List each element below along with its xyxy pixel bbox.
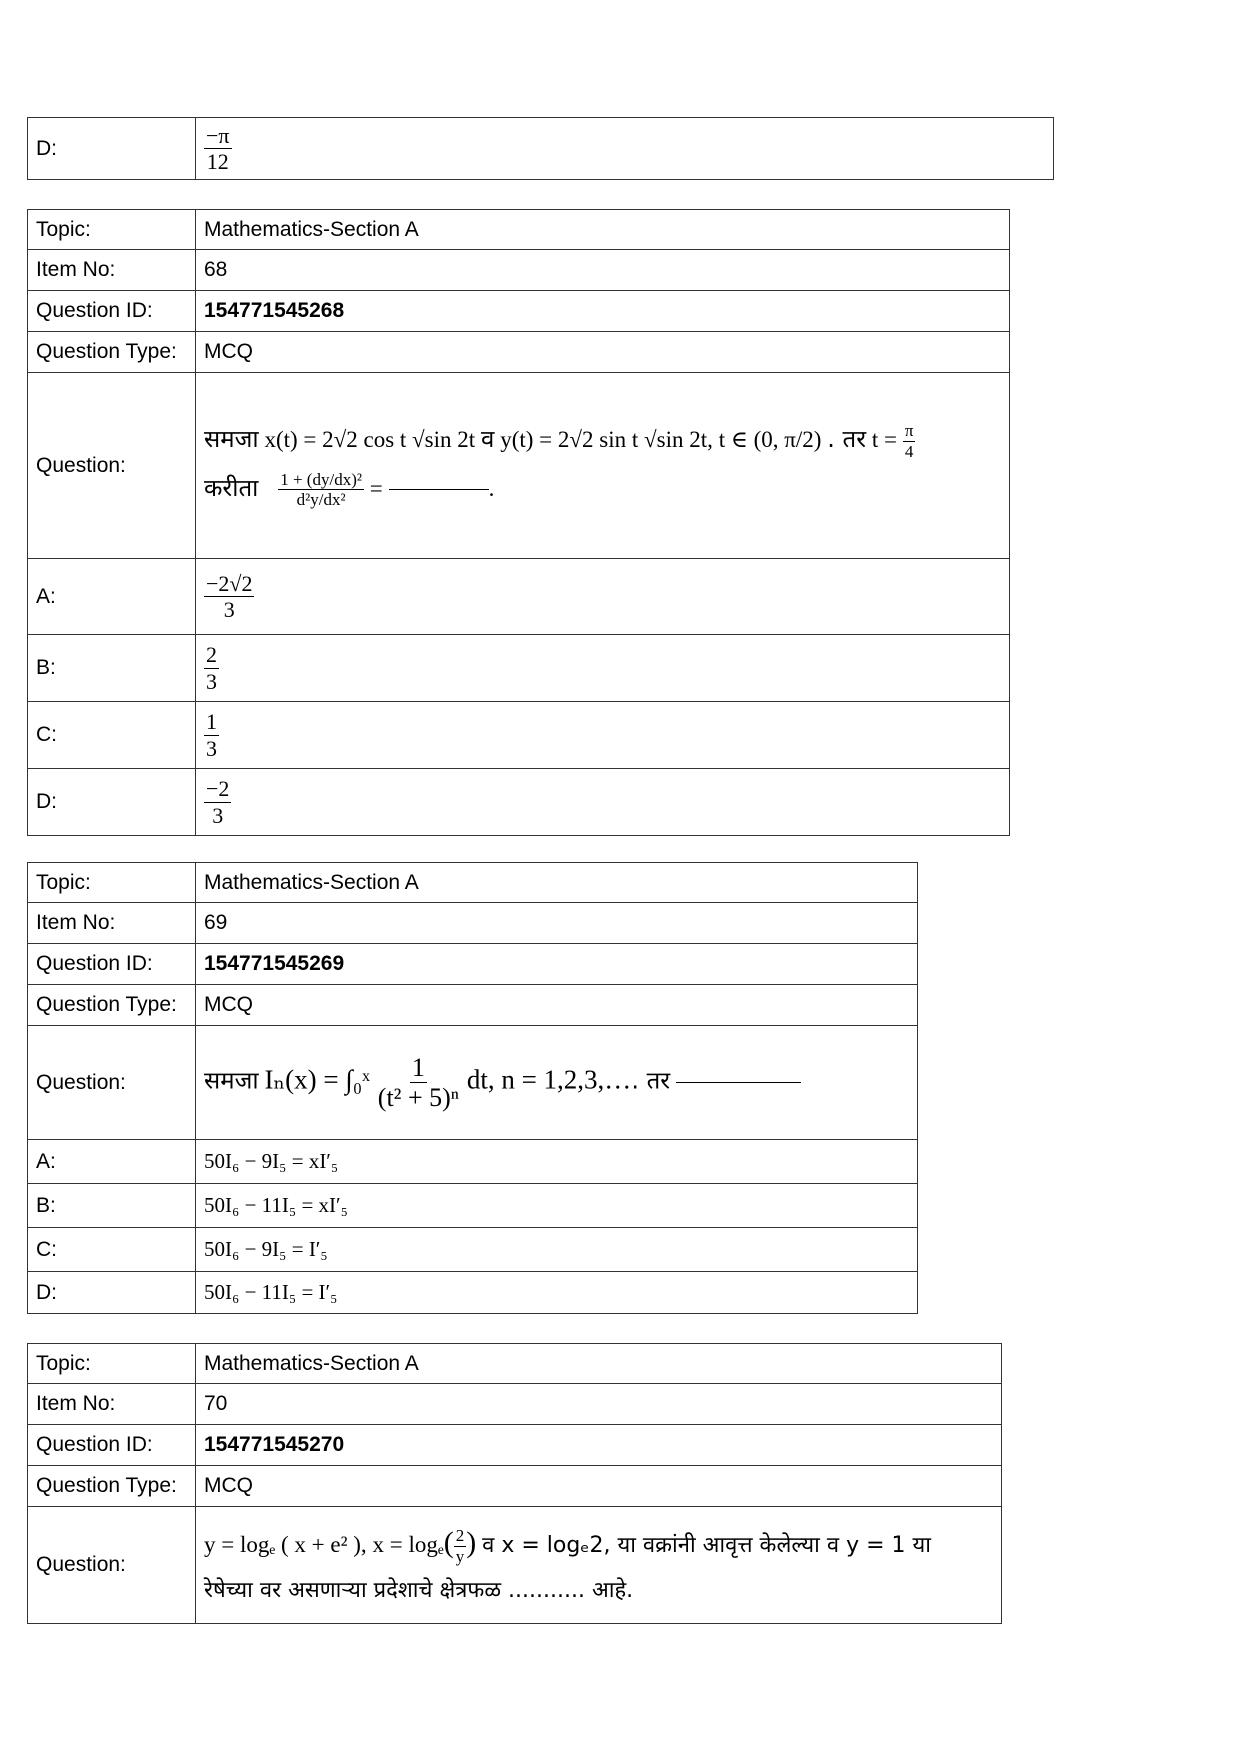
question-line-one-rest: व x = logₑ2, या वक्रांनी आवृत्त केलेल्या व y = 1 या <box>482 1533 931 1559</box>
item-no-row <box>28 903 918 944</box>
word-tar: . तर <box>631 1066 671 1095</box>
question-row <box>28 373 1010 559</box>
fraction-numerator: 1 <box>206 709 217 735</box>
question-type-value: MCQ <box>196 985 918 1026</box>
question-id-row <box>28 291 1010 332</box>
fraction-numerator: π <box>904 420 914 440</box>
fraction-denominator: 3 <box>206 668 217 694</box>
option-d-value: 50I₆ − 11I₅ = I′₅ <box>196 1272 918 1314</box>
option-a-label: A: <box>28 1140 196 1184</box>
question-label: Question: <box>28 1507 196 1624</box>
option-c-value <box>196 702 1010 769</box>
option-d-label: D: <box>28 769 196 836</box>
fraction-numerator: 2 <box>455 1526 465 1546</box>
fraction-denominator: y <box>455 1547 465 1567</box>
y-definition: y(t) = 2√2 sin t √sin 2t, <box>500 426 713 452</box>
question-id-label: Question ID: <box>28 1425 196 1466</box>
period: . <box>488 475 495 501</box>
question-type-row <box>28 332 1010 373</box>
topic-label: Topic: <box>28 863 196 903</box>
option-b-value <box>196 635 1010 702</box>
item-no-label: Item No: <box>28 903 196 944</box>
option-c-label: C: <box>28 1228 196 1272</box>
option-b-row <box>28 635 1010 702</box>
question-type-label: Question Type: <box>28 1466 196 1507</box>
fraction-denominator: 3 <box>206 735 217 761</box>
option-b-label: B: <box>28 1184 196 1228</box>
topic-value: Mathematics-Section A <box>196 210 1010 250</box>
option-d-fraction <box>204 124 232 173</box>
fraction-denominator: (t² + 5)ⁿ <box>377 1083 459 1112</box>
question-type-row <box>28 1466 1002 1507</box>
option-d-row <box>28 118 1054 180</box>
topic-row <box>28 863 918 903</box>
word-tar: . तर <box>827 424 867 453</box>
word-karita: करीता <box>204 473 259 502</box>
item-no-row <box>28 1384 1002 1425</box>
answer-blank <box>676 1082 801 1083</box>
option-c-value: 50I₆ − 9I₅ = I′₅ <box>196 1228 918 1272</box>
question-id-row <box>28 1425 1002 1466</box>
item-no-value: 69 <box>196 903 918 944</box>
question-type-label: Question Type: <box>28 332 196 373</box>
option-b-label: B: <box>28 635 196 702</box>
option-b-value: 50I₆ − 11I₅ = xI′₅ <box>196 1184 918 1228</box>
fraction-numerator: −π <box>206 122 230 148</box>
question-table-70 <box>27 1343 1002 1624</box>
question-row <box>28 1507 1002 1624</box>
t-range: t ∈ (0, π/2) <box>718 426 822 452</box>
left-paren: ( <box>443 1526 454 1560</box>
equals-sign: = <box>369 475 383 501</box>
x-definition: x(t) = 2√2 cos t √sin 2t <box>264 426 476 452</box>
question-body <box>196 373 1010 559</box>
option-a-label: A: <box>28 559 196 635</box>
word-samaja: समजा <box>204 424 259 453</box>
option-d-value <box>196 769 1010 836</box>
expression-denominator: d²y/dx² <box>296 490 346 510</box>
question-type-value: MCQ <box>196 1466 1002 1507</box>
question-id-value: 154771545269 <box>196 944 918 985</box>
question-id-label: Question ID: <box>28 291 196 332</box>
answer-blank <box>389 489 489 490</box>
question-id-label: Question ID: <box>28 944 196 985</box>
question-id-value: 154771545268 <box>196 291 1010 332</box>
option-d-value <box>196 118 1054 180</box>
question-type-row <box>28 985 918 1026</box>
option-a-fraction <box>204 572 254 621</box>
question-id-row <box>28 944 918 985</box>
option-a-row <box>28 1140 918 1184</box>
item-no-value: 68 <box>196 250 1010 291</box>
question-body <box>196 1026 918 1140</box>
topic-label: Topic: <box>28 1344 196 1384</box>
item-no-row <box>28 250 1010 291</box>
option-d-label: D: <box>28 118 196 180</box>
integrand-fraction <box>376 1054 461 1112</box>
item-no-label: Item No: <box>28 250 196 291</box>
fraction-denominator: 3 <box>223 597 235 622</box>
right-paren: ) <box>466 1526 477 1560</box>
word-samaja: समजा <box>204 1066 259 1095</box>
curve-two-start: x = logₑ <box>372 1532 444 1558</box>
topic-label: Topic: <box>28 210 196 250</box>
item-no-label: Item No: <box>28 1384 196 1425</box>
question-type-label: Question Type: <box>28 985 196 1026</box>
question-label: Question: <box>28 1026 196 1140</box>
option-b-fraction <box>204 643 219 692</box>
option-c-row <box>28 1228 918 1272</box>
topic-row <box>28 1344 1002 1384</box>
curve-one: y = logₑ ( x + e² ), <box>204 1532 367 1558</box>
option-a-value <box>196 559 1010 635</box>
option-c-fraction <box>204 710 219 759</box>
topic-value: Mathematics-Section A <box>196 1344 1002 1384</box>
prev-question-option-table <box>27 117 1054 180</box>
fraction-numerator: 2 <box>206 642 217 668</box>
question-table-69 <box>27 862 918 1314</box>
option-a-value: 50I₆ − 9I₅ = xI′₅ <box>196 1140 918 1184</box>
option-d-fraction <box>204 777 231 826</box>
curve-two-fraction <box>454 1527 467 1566</box>
question-line-two: रेषेच्या वर असणाऱ्या प्रदेशाचे क्षेत्रफळ ........... आहे. <box>204 1577 634 1603</box>
question-body <box>196 1507 1002 1624</box>
fraction-numerator: 1 <box>411 1052 425 1082</box>
option-c-label: C: <box>28 702 196 769</box>
option-a-row <box>28 559 1010 635</box>
option-d-row <box>28 769 1010 836</box>
question-type-value: MCQ <box>196 332 1010 373</box>
t-equals: t = <box>871 426 898 452</box>
question-id-value: 154771545270 <box>196 1425 1002 1466</box>
question-table-68 <box>27 209 1010 836</box>
topic-row <box>28 210 1010 250</box>
option-d-row <box>28 1272 918 1314</box>
expression-numerator: 1 + (dy/dx)² <box>280 469 362 489</box>
curvature-expression <box>278 471 364 510</box>
item-no-value: 70 <box>196 1384 1002 1425</box>
question-row <box>28 1026 918 1140</box>
fraction-denominator: 3 <box>212 802 224 828</box>
question-label: Question: <box>28 373 196 559</box>
fraction-numerator: −2 <box>206 776 230 802</box>
fraction-numerator: −2√2 <box>206 570 253 596</box>
option-d-label: D: <box>28 1272 196 1314</box>
t-value-fraction <box>903 422 916 461</box>
option-b-row <box>28 1184 918 1228</box>
topic-value: Mathematics-Section A <box>196 863 918 903</box>
fraction-denominator: 4 <box>904 441 914 461</box>
fraction-denominator: 12 <box>206 149 229 174</box>
integral-lhs: Iₙ(x) = ∫₀ˣ <box>264 1064 370 1095</box>
word-va: व <box>481 424 495 453</box>
option-c-row <box>28 702 1010 769</box>
integral-rest: dt, n = 1,2,3,… <box>466 1064 632 1095</box>
